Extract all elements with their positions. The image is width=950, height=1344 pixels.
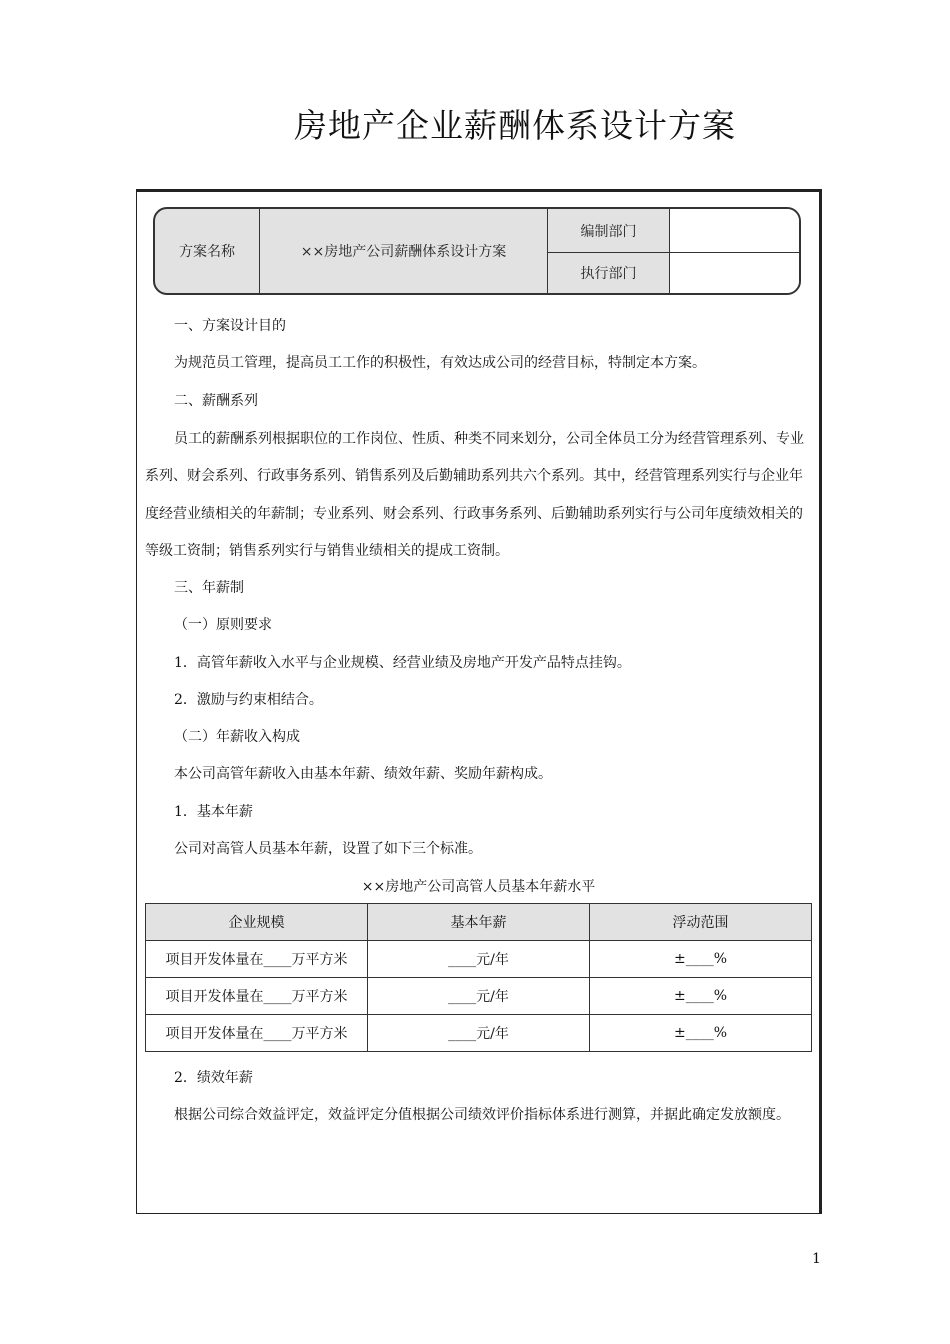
compile-dept-value [670,209,799,252]
table-header-cell: 基本年薪 [368,904,590,941]
table-cell: ±____% [590,978,812,1015]
salary-table [145,903,812,1052]
table-cell: ±____% [590,941,812,978]
plan-info-box [153,207,801,295]
list-item-1: 1．高管年薪收入水平与企业规模、经营业绩及房地产开发产品特点挂钩。 [174,655,631,671]
table-row [146,941,812,978]
subheading-2: （二）年薪收入构成 [174,729,300,745]
list-item-3: 1．基本年薪 [174,804,253,820]
table-cell: ____元/年 [368,941,590,978]
execute-dept-value [670,253,799,293]
paragraph-2: 员工的薪酬系列根据职位的工作岗位、性质、种类不同来划分，公司全体员工分为经营管理系列、专业系列、财会系列、行政事务系列、销售系列及后勤辅助系列共六个系列。其中，经营管理系列实行与企业年度经营业绩相关的年薪制；专业系列、财会系列、行政事务系列、后勤辅助系列实行与公司年度绩效相关的等级工资制；销售系列实行与销售业绩相关的提成工资制。 [145,431,804,559]
list-item-2: 2．激励与约束相结合。 [174,692,323,708]
section-heading-1: 一、方案设计目的 [174,318,286,334]
paragraph-3: 本公司高管年薪收入由基本年薪、绩效年薪、奖励年薪构成。 [174,766,552,782]
table-cell: 项目开发体量在____万平方米 [146,941,368,978]
paragraph-5: 根据公司综合效益评定，效益评定分值根据公司绩效评价指标体系进行测算，并据此确定发放额度。 [174,1107,790,1123]
table-cell: ±____% [590,1015,812,1052]
page-number: 1 [812,1251,821,1267]
table-header-row [146,904,812,941]
table-cell: ____元/年 [368,1015,590,1052]
plan-name-value: ××房地产公司薪酬体系设计方案 [300,244,507,260]
paragraph-4: 公司对高管人员基本年薪，设置了如下三个标准。 [174,841,482,857]
document-title: 房地产企业薪酬体系设计方案 [294,106,736,145]
section-heading-2: 二、薪酬系列 [174,393,258,409]
table-cell: 项目开发体量在____万平方米 [146,978,368,1015]
section-heading-3: 三、年薪制 [174,580,244,596]
subheading-1: （一）原则要求 [174,617,272,633]
table-cell: ____元/年 [368,978,590,1015]
table-row [146,1015,812,1052]
compile-dept-label: 编制部门 [580,223,637,240]
table-caption: ××房地产公司高管人员基本年薪水平 [361,879,596,895]
list-item-4: 2．绩效年薪 [174,1070,253,1086]
table-cell: 项目开发体量在____万平方米 [146,1015,368,1052]
table-header-cell: 浮动范围 [590,904,812,941]
plan-name-label: 方案名称 [179,244,235,260]
table-row [146,978,812,1015]
paragraph-1: 为规范员工管理，提高员工工作的积极性，有效达成公司的经营目标，特制定本方案。 [174,355,706,371]
table-header-cell: 企业规模 [146,904,368,941]
execute-dept-label: 执行部门 [580,266,637,282]
